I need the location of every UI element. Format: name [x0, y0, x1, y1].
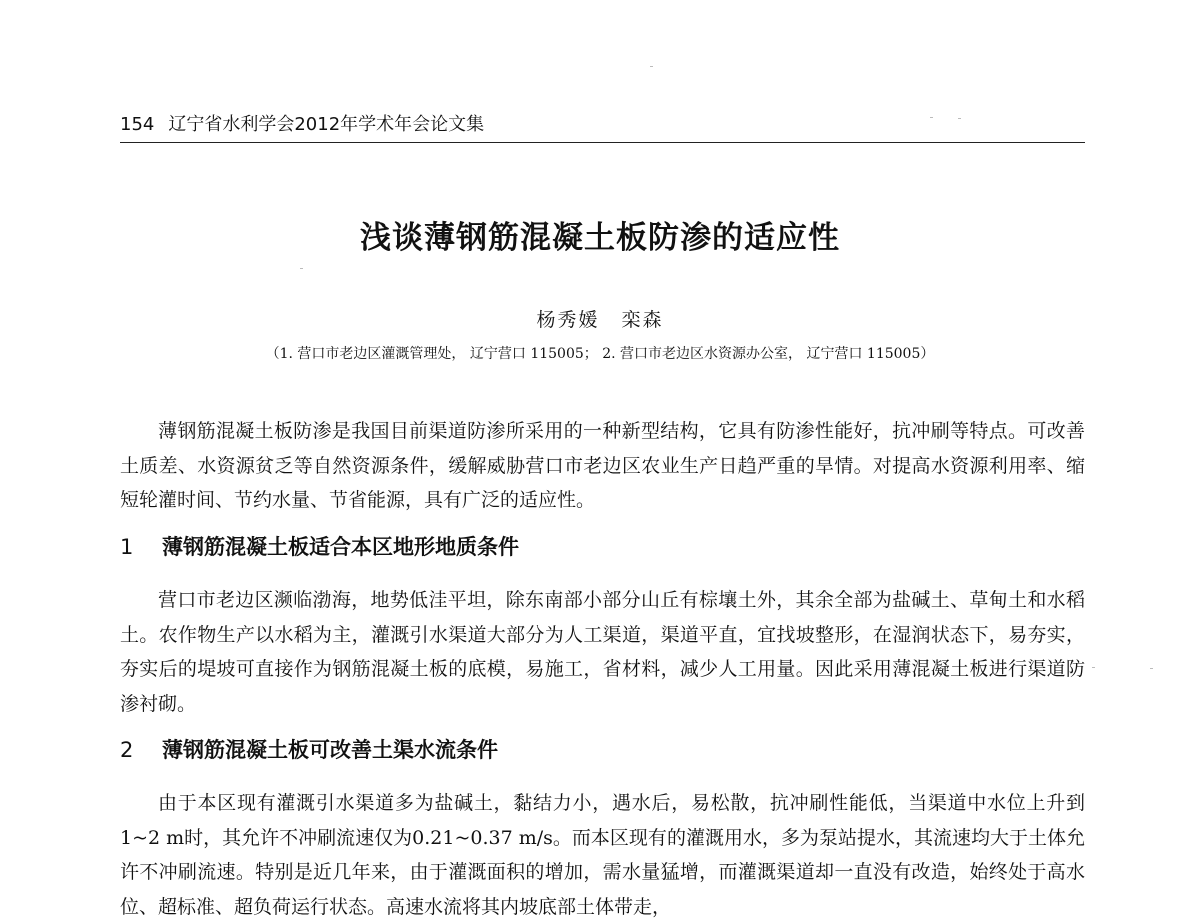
section-heading: [120, 530, 1085, 564]
section-paragraph: 由于本区现有灌溉引水渠道多为盐碱土，黏结力小，遇水后，易松散，抗冲刷性能低，当渠道中水位上升到1~2 m时，其允许不冲刷流速仅为0.21~0.37 m/s。而本区现有的灌溉用水，多为泵站提水，其流速均大于土体允许不冲刷流速。特别是近几年来，由于灌溉面积的增加，需水量猛增，而灌溉渠道却一直没有改造，始终处于高水位、超标准、超负荷运行状态。高速水流将其内坡底部土体带走，: [120, 792, 1085, 918]
section-number: 2: [120, 738, 134, 762]
paper-title: 浅谈薄钢筋混凝土板防渗的适应性: [360, 220, 840, 256]
author-name: 杨秀媛: [536, 309, 600, 331]
section-title: 薄钢筋混凝土板可改善土渠水流条件: [162, 738, 498, 762]
journal-name: 辽宁省水利学会2012年学术年会论文集: [168, 114, 485, 135]
author-name: 栾森: [621, 309, 664, 331]
scan-speck: [930, 117, 933, 118]
section-heading: [120, 733, 1085, 767]
running-header: [120, 112, 1085, 143]
scan-speck: [650, 66, 653, 67]
section-paragraph: 营口市老边区濒临渤海，地势低洼平坦，除东南部小部分山丘有棕壤土外，其余全部为盐碱土、草甸土和水稻土。农作物生产以水稻为主，灌溉引水渠道大部分为人工渠道，渠道平直，宜找坡整形，在湿润状态下，易夯实，夯实后的堤坡可直接作为钢筋混凝土板的底模，易施工，省材料，减少人工用量。因此采用薄混凝土板进行渠道防渗衬砌。: [120, 589, 1085, 715]
scan-speck: [1092, 667, 1095, 668]
affiliation: （1. 营口市老边区灌溉管理处， 辽宁营口 115005； 2. 营口市老边区水资源办公室， 辽宁营口 115005）: [265, 346, 935, 362]
intro-paragraph: 薄钢筋混凝土板防渗是我国目前渠道防渗所采用的一种新型结构，它具有防渗性能好，抗冲刷等特点。可改善土质差、水资源贫乏等自然资源条件，缓解威胁营口市老边区农业生产日趋严重的旱情。对提高水资源利用率、缩短轮灌时间、节约水量、节省能源，具有广泛的适应性。: [120, 420, 1085, 511]
page-number: 154: [120, 114, 155, 135]
scan-speck: [1150, 668, 1153, 669]
author-list: [0, 306, 1200, 334]
scan-speck: [300, 268, 303, 269]
scan-speck: [958, 118, 961, 119]
section-number: 1: [120, 535, 134, 559]
section-title: 薄钢筋混凝土板适合本区地形地质条件: [162, 535, 519, 559]
